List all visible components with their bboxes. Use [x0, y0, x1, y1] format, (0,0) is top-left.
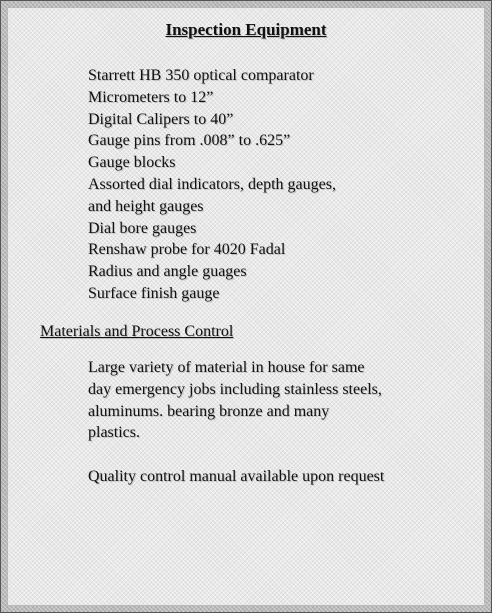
list-item: Gauge blocks: [88, 154, 176, 172]
inspection-equipment-list: [88, 65, 465, 305]
paragraph-line: Large variety of material in house for same: [88, 359, 365, 376]
paragraph-line: day emergency jobs including stainless steels,: [88, 380, 382, 398]
list-item: Radius and angle guages: [88, 263, 247, 281]
list-item: Assorted dial indicators, depth gauges,: [88, 175, 336, 193]
list-item: Dial bore gauges: [88, 219, 197, 237]
materials-paragraph: [88, 357, 465, 444]
list-item: Digital Calipers to 40”: [88, 110, 234, 128]
section-title-materials-process-control: Materials and Process Control: [40, 323, 234, 340]
list-item: Gauge pins from .008” to .625”: [88, 132, 291, 150]
list-item: Micrometers to 12”: [88, 88, 214, 106]
section-title-inspection-equipment: Inspection Equipment: [165, 20, 327, 39]
list-item: Surface finish gauge: [88, 284, 220, 302]
list-item: and height gauges: [88, 197, 204, 215]
paragraph-line: aluminums. bearing bronze and many: [88, 402, 330, 420]
list-item: Renshaw probe for 4020 Fadal: [88, 241, 286, 259]
document-inner-panel: [7, 7, 485, 606]
list-item: Starrett HB 350 optical comparator: [88, 67, 314, 84]
paragraph-line: plastics.: [88, 424, 140, 442]
quality-control-note: Quality control manual available upon request: [88, 468, 385, 485]
